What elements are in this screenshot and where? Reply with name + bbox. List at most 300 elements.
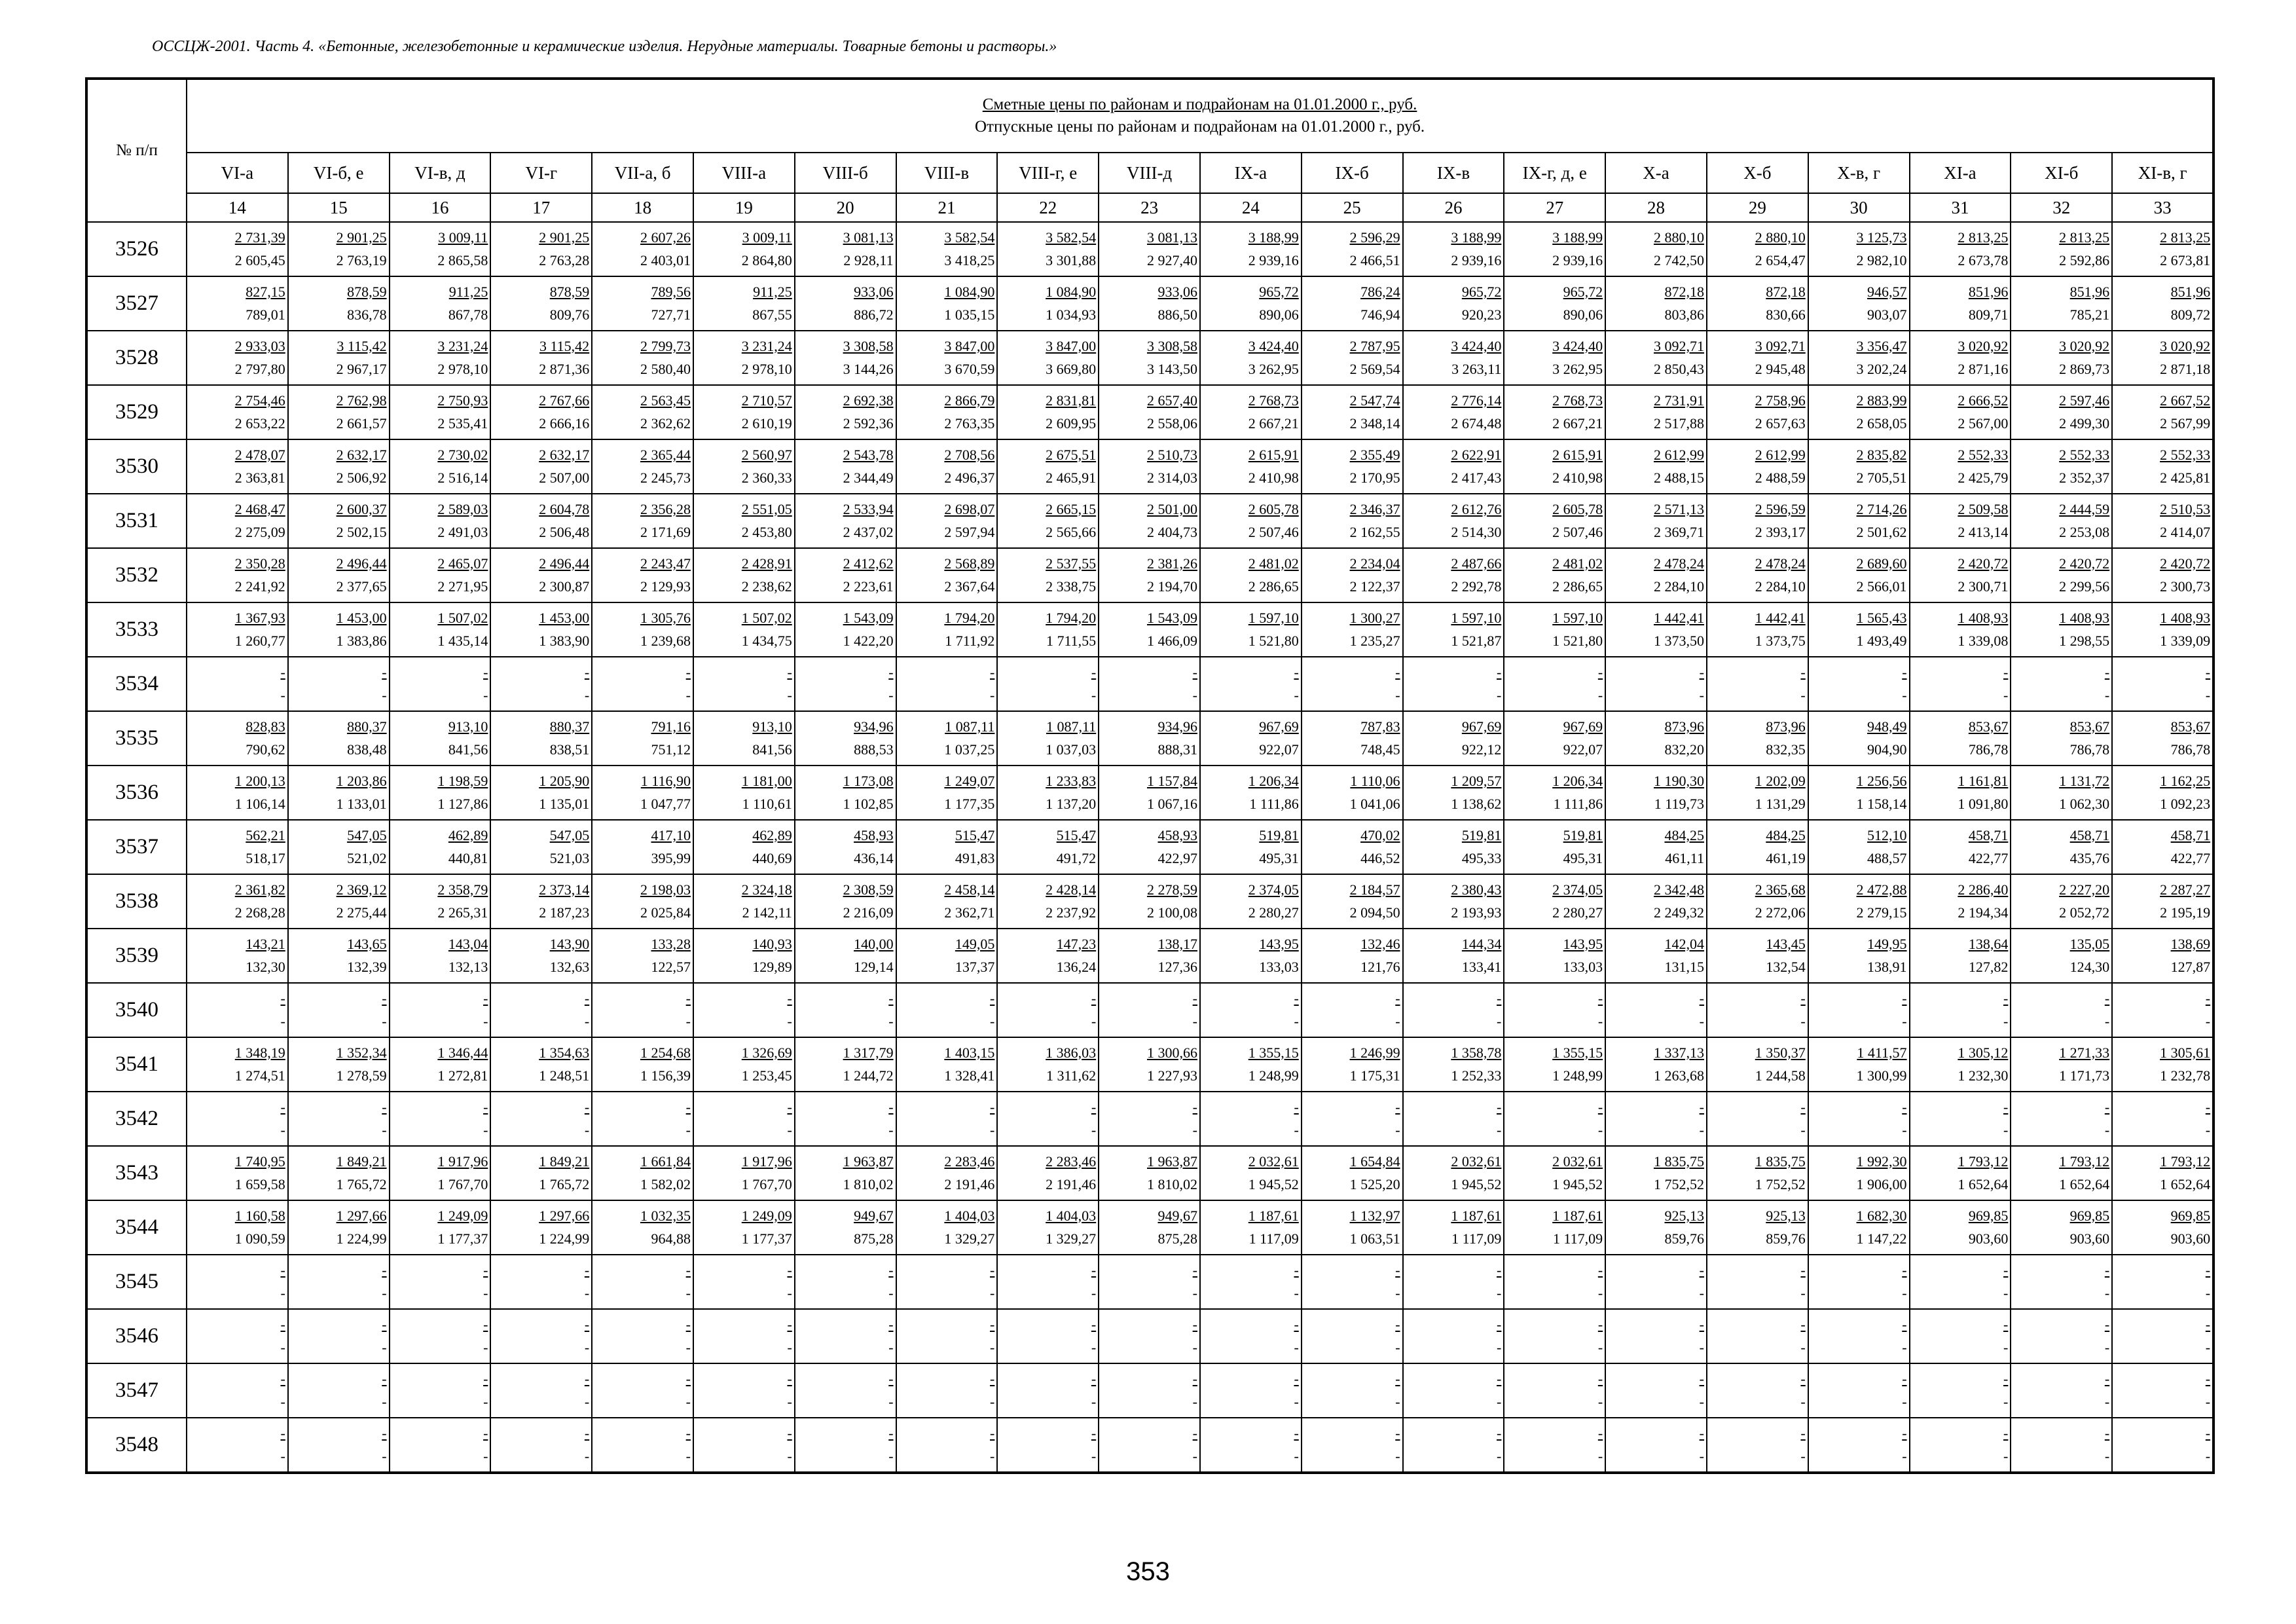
estimate-price: 1 305,76 xyxy=(640,609,691,626)
price-cell xyxy=(187,1255,288,1309)
estimate-price: 872,18 xyxy=(1766,283,1806,300)
price-cell xyxy=(1200,439,1302,494)
price-cell xyxy=(1808,222,1910,276)
release-price: 2 352,37 xyxy=(2059,470,2110,487)
estimate-price: 1 404,03 xyxy=(1046,1207,1097,1224)
release-price: - xyxy=(1902,1122,1907,1139)
release-price: 1 224,99 xyxy=(336,1230,387,1247)
estimate-price: 2 787,95 xyxy=(1349,337,1400,354)
estimate-price: 2 622,91 xyxy=(1451,446,1502,463)
estimate-price: - xyxy=(2205,1424,2211,1441)
price-cell xyxy=(1910,439,2011,494)
estimate-price: 2 420,72 xyxy=(1958,555,2009,572)
price-cell xyxy=(1605,874,1707,929)
price-cell xyxy=(2011,1037,2112,1092)
estimate-price: - xyxy=(1091,1261,1097,1278)
release-price: 2 194,70 xyxy=(1146,578,1197,595)
price-cell xyxy=(2112,1146,2214,1200)
release-price: 2 410,98 xyxy=(1248,470,1299,487)
estimate-price: 142,04 xyxy=(1664,935,1704,952)
table-row xyxy=(86,385,2214,439)
estimate-price: 965,72 xyxy=(1259,283,1299,300)
price-cell xyxy=(997,1309,1099,1363)
release-price: - xyxy=(2003,1448,2009,1465)
price-cell xyxy=(1910,766,2011,820)
estimate-price: 853,67 xyxy=(1968,718,2009,735)
estimate-price: 2 510,73 xyxy=(1146,446,1197,463)
estimate-price: 2 287,27 xyxy=(2160,881,2211,898)
price-cell xyxy=(390,1255,491,1309)
row-number: 3543 xyxy=(86,1146,187,1200)
price-cell xyxy=(187,1418,288,1473)
release-price: 2 286,65 xyxy=(1552,578,1603,595)
region-header: VI-б, е xyxy=(288,153,390,193)
estimate-price: 3 009,11 xyxy=(438,229,488,246)
release-price: 1 171,73 xyxy=(2059,1067,2110,1084)
release-price: 127,36 xyxy=(1157,959,1197,976)
estimate-price: - xyxy=(1800,1316,1806,1333)
estimate-price: - xyxy=(2205,663,2211,680)
estimate-price: 2 657,40 xyxy=(1146,392,1197,409)
release-price: 2 499,30 xyxy=(2059,415,2110,432)
release-price: 1 521,80 xyxy=(1552,633,1603,650)
estimate-price: 1 202,09 xyxy=(1755,772,1806,789)
price-cell xyxy=(1302,548,1403,602)
estimate-price: 925,13 xyxy=(1766,1207,1806,1224)
release-price: - xyxy=(2003,1393,2009,1411)
release-price: - xyxy=(1497,1339,1502,1356)
price-cell xyxy=(288,711,390,766)
release-price: - xyxy=(2205,1339,2211,1356)
price-cell xyxy=(2011,548,2112,602)
release-price: 1 263,68 xyxy=(1653,1067,1704,1084)
release-price: - xyxy=(280,1285,285,1302)
price-cell xyxy=(288,1146,390,1200)
estimate-price: 458,93 xyxy=(854,826,894,843)
price-cell xyxy=(795,548,896,602)
price-cell xyxy=(390,1309,491,1363)
release-price: 2 928,11 xyxy=(843,252,894,269)
price-cell xyxy=(187,983,288,1037)
release-price: 920,23 xyxy=(1461,306,1502,323)
estimate-price: - xyxy=(584,1316,590,1333)
estimate-price: - xyxy=(483,989,488,1006)
estimate-price: 2 420,72 xyxy=(2059,555,2110,572)
release-price: - xyxy=(280,1448,285,1465)
estimate-price: - xyxy=(1699,989,1704,1006)
estimate-price: - xyxy=(1800,1261,1806,1278)
release-price: 2 566,01 xyxy=(1856,578,1907,595)
price-cell xyxy=(795,766,896,820)
estimate-price: 1 543,09 xyxy=(843,609,894,626)
price-cell xyxy=(1200,820,1302,874)
column-number: 25 xyxy=(1302,193,1403,222)
estimate-price: - xyxy=(1192,1098,1197,1115)
release-price: 2 249,32 xyxy=(1653,904,1704,921)
price-cell xyxy=(390,1037,491,1092)
price-cell xyxy=(1099,1418,1200,1473)
estimate-price: 3 020,92 xyxy=(2059,337,2110,354)
price-cell xyxy=(490,1363,592,1418)
estimate-price: 1 992,30 xyxy=(1856,1153,1907,1170)
release-price: 2 667,21 xyxy=(1552,415,1603,432)
estimate-price: - xyxy=(1091,1098,1097,1115)
price-cell xyxy=(1099,548,1200,602)
release-price: - xyxy=(2003,1285,2009,1302)
price-cell xyxy=(490,1200,592,1255)
estimate-price: 2 615,91 xyxy=(1248,446,1299,463)
release-price: 1 035,15 xyxy=(944,306,995,323)
price-cell xyxy=(896,602,998,657)
estimate-price: - xyxy=(1192,1261,1197,1278)
estimate-price: - xyxy=(787,1316,792,1333)
estimate-price: 1 654,84 xyxy=(1349,1153,1400,1170)
estimate-price: 967,69 xyxy=(1461,718,1502,735)
release-price: 1 244,72 xyxy=(843,1067,894,1084)
row-number: 3534 xyxy=(86,657,187,711)
estimate-price: 1 256,56 xyxy=(1856,772,1907,789)
price-cell xyxy=(490,1255,592,1309)
release-price: - xyxy=(2205,1013,2211,1030)
release-price: 875,28 xyxy=(854,1230,894,1247)
table-row xyxy=(86,820,2214,874)
price-cell xyxy=(1808,1200,1910,1255)
release-price: 2 314,03 xyxy=(1146,470,1197,487)
release-price: 2 280,27 xyxy=(1248,904,1299,921)
estimate-price: - xyxy=(1699,1261,1704,1278)
estimate-price: 2 533,94 xyxy=(843,500,894,517)
price-cell xyxy=(2011,1146,2112,1200)
release-price: 1 906,00 xyxy=(1856,1176,1907,1193)
price-cell xyxy=(896,1309,998,1363)
release-price: 129,89 xyxy=(752,959,792,976)
estimate-price: 911,25 xyxy=(448,283,488,300)
release-price: - xyxy=(2104,1339,2110,1356)
release-price: 1 373,50 xyxy=(1653,633,1704,650)
release-price: - xyxy=(483,1448,488,1465)
estimate-price: - xyxy=(483,1370,488,1387)
release-price: 131,15 xyxy=(1664,959,1704,976)
price-cell xyxy=(1605,657,1707,711)
price-cell xyxy=(390,657,491,711)
estimate-price: 3 125,73 xyxy=(1856,229,1907,246)
price-cell xyxy=(1302,1146,1403,1200)
price-cell xyxy=(187,1200,288,1255)
estimate-price: 2 589,03 xyxy=(437,500,488,517)
price-table xyxy=(85,77,2215,1474)
release-price: - xyxy=(1395,1122,1400,1139)
price-cell xyxy=(1605,929,1707,983)
release-price: 964,88 xyxy=(651,1230,691,1247)
price-cell xyxy=(1504,983,1605,1037)
release-price: 2 507,46 xyxy=(1552,524,1603,541)
release-price: - xyxy=(1800,687,1806,704)
estimate-price: 2 768,73 xyxy=(1552,392,1603,409)
price-cell xyxy=(1808,1255,1910,1309)
release-price: - xyxy=(685,1013,691,1030)
release-price: 2 592,36 xyxy=(843,415,894,432)
release-price: 2 569,54 xyxy=(1349,361,1400,378)
estimate-price: 828,83 xyxy=(246,718,285,735)
price-cell xyxy=(1605,385,1707,439)
table-row xyxy=(86,1255,2214,1309)
estimate-price: 791,16 xyxy=(651,718,691,735)
estimate-price: 3 356,47 xyxy=(1856,337,1907,354)
release-price: 2 367,64 xyxy=(944,578,995,595)
estimate-price: 1 317,79 xyxy=(843,1044,894,1061)
release-price: 1 329,27 xyxy=(944,1230,995,1247)
price-cell xyxy=(490,1037,592,1092)
release-price: 1 339,09 xyxy=(2160,633,2211,650)
release-price: 1 652,64 xyxy=(2059,1176,2110,1193)
estimate-price: 547,05 xyxy=(347,826,387,843)
estimate-price: - xyxy=(2104,1370,2110,1387)
release-price: 1 232,30 xyxy=(1958,1067,2009,1084)
price-cell xyxy=(1605,820,1707,874)
estimate-price: 2 568,89 xyxy=(944,555,995,572)
release-price: 2 653,22 xyxy=(234,415,285,432)
release-price: - xyxy=(1699,1339,1704,1356)
release-price: - xyxy=(2003,687,2009,704)
price-cell xyxy=(490,1418,592,1473)
release-price: - xyxy=(1699,1285,1704,1302)
price-cell xyxy=(1099,983,1200,1037)
estimate-price: - xyxy=(1091,1424,1097,1441)
price-cell xyxy=(2112,276,2214,331)
estimate-price: 2 324,18 xyxy=(741,881,792,898)
estimate-price: - xyxy=(2104,989,2110,1006)
estimate-price: 2 420,72 xyxy=(2160,555,2211,572)
release-price: - xyxy=(1497,687,1502,704)
release-price: - xyxy=(2104,1285,2110,1302)
release-price: - xyxy=(2104,1122,2110,1139)
estimate-price: 2 552,33 xyxy=(1958,446,2009,463)
release-price: - xyxy=(1902,687,1907,704)
release-price: - xyxy=(1294,687,1299,704)
estimate-price: - xyxy=(1497,1098,1502,1115)
estimate-price: 873,96 xyxy=(1664,718,1704,735)
release-price: 2 871,18 xyxy=(2160,361,2211,378)
release-price: - xyxy=(1395,1339,1400,1356)
release-price: 2 162,55 xyxy=(1349,524,1400,541)
estimate-price: 2 308,59 xyxy=(843,881,894,898)
release-price: 2 191,46 xyxy=(944,1176,995,1193)
price-cell xyxy=(288,1092,390,1146)
release-price: 2 506,48 xyxy=(539,524,590,541)
price-cell xyxy=(1403,983,1504,1037)
estimate-price: 2 612,99 xyxy=(1755,446,1806,463)
release-price: 2 187,23 xyxy=(539,904,590,921)
estimate-price: 2 831,81 xyxy=(1046,392,1097,409)
price-cell xyxy=(896,874,998,929)
price-cell xyxy=(1910,1146,2011,1200)
column-number: 21 xyxy=(896,193,998,222)
release-price: - xyxy=(1597,1393,1603,1411)
release-price: 1 652,64 xyxy=(2160,1176,2211,1193)
price-cell xyxy=(997,1200,1099,1255)
price-cell xyxy=(1910,276,2011,331)
release-price: 2 501,62 xyxy=(1856,524,1907,541)
release-price: 1 434,75 xyxy=(741,633,792,650)
release-price: 1 311,62 xyxy=(1046,1067,1097,1084)
estimate-price: 2 496,44 xyxy=(336,555,387,572)
release-price: 2 272,06 xyxy=(1755,904,1806,921)
price-cell xyxy=(2011,711,2112,766)
estimate-price: 2 731,39 xyxy=(234,229,285,246)
price-cell xyxy=(997,1418,1099,1473)
estimate-price: 1 326,69 xyxy=(741,1044,792,1061)
table-row xyxy=(86,439,2214,494)
estimate-price: 515,47 xyxy=(1056,826,1097,843)
estimate-price: 2 356,28 xyxy=(640,500,691,517)
price-cell xyxy=(1707,657,1808,711)
price-cell xyxy=(1302,602,1403,657)
estimate-price: - xyxy=(2205,989,2211,1006)
price-cell xyxy=(795,820,896,874)
estimate-price: - xyxy=(1294,1370,1299,1387)
estimate-price: 2 428,14 xyxy=(1046,881,1097,898)
release-price: - xyxy=(2003,1013,2009,1030)
price-cell xyxy=(2011,1363,2112,1418)
region-header: VIII-в xyxy=(896,153,998,193)
release-price: 3 143,50 xyxy=(1146,361,1197,378)
estimate-price: 2 496,44 xyxy=(539,555,590,572)
estimate-price: 1 963,87 xyxy=(1146,1153,1197,1170)
estimate-price: - xyxy=(1395,989,1400,1006)
table-row xyxy=(86,276,2214,331)
table-title-row xyxy=(86,79,2214,153)
price-cell xyxy=(1504,657,1605,711)
estimate-price: - xyxy=(483,1261,488,1278)
price-cell xyxy=(896,766,998,820)
price-cell xyxy=(1099,1200,1200,1255)
estimate-price: 1 597,10 xyxy=(1451,609,1502,626)
estimate-price: 547,05 xyxy=(549,826,590,843)
estimate-price: 3 188,99 xyxy=(1451,229,1502,246)
estimate-price: 2 552,33 xyxy=(2059,446,2110,463)
price-cell xyxy=(187,439,288,494)
estimate-price: - xyxy=(990,1316,995,1333)
release-price: 2 871,16 xyxy=(1958,361,2009,378)
price-cell xyxy=(1504,548,1605,602)
release-price: 830,66 xyxy=(1766,306,1806,323)
estimate-price: 2 698,07 xyxy=(944,500,995,517)
release-price: 3 670,59 xyxy=(944,361,995,378)
price-cell xyxy=(2112,1363,2214,1418)
release-price: 836,78 xyxy=(347,306,387,323)
estimate-price: 1 203,86 xyxy=(336,772,387,789)
price-cell xyxy=(2112,929,2214,983)
estimate-price: 1 354,63 xyxy=(539,1044,590,1061)
price-cell xyxy=(997,602,1099,657)
release-price: 127,87 xyxy=(2170,959,2211,976)
price-cell xyxy=(288,548,390,602)
price-cell xyxy=(2112,439,2214,494)
row-number: 3542 xyxy=(86,1092,187,1146)
release-price: 2 567,99 xyxy=(2160,415,2211,432)
price-cell xyxy=(1808,983,1910,1037)
price-cell xyxy=(795,602,896,657)
estimate-price: 1 507,02 xyxy=(741,609,792,626)
release-price: - xyxy=(1192,1285,1197,1302)
estimate-price: - xyxy=(1699,1316,1704,1333)
price-cell xyxy=(1808,1363,1910,1418)
estimate-price: - xyxy=(1800,1370,1806,1387)
estimate-price: - xyxy=(2104,663,2110,680)
price-cell xyxy=(1504,385,1605,439)
release-price: 132,39 xyxy=(347,959,387,976)
price-cell xyxy=(2112,1092,2214,1146)
price-cell xyxy=(693,1037,795,1092)
price-cell xyxy=(2112,1255,2214,1309)
price-cell xyxy=(1707,1146,1808,1200)
estimate-price: 2 342,48 xyxy=(1653,881,1704,898)
release-price: 2 052,72 xyxy=(2059,904,2110,921)
row-number: 3528 xyxy=(86,331,187,385)
price-cell xyxy=(795,222,896,276)
release-price: 2 871,36 xyxy=(539,361,590,378)
price-cell xyxy=(1099,385,1200,439)
estimate-price: 1 233,83 xyxy=(1046,772,1097,789)
release-price: 2 927,40 xyxy=(1146,252,1197,269)
estimate-price: - xyxy=(888,1098,894,1115)
price-cell xyxy=(1200,1418,1302,1473)
price-cell xyxy=(1605,1092,1707,1146)
release-price: 841,56 xyxy=(448,741,488,758)
region-header: XI-в, г xyxy=(2112,153,2214,193)
release-price: 132,54 xyxy=(1766,959,1806,976)
region-header: VII-а, б xyxy=(592,153,693,193)
price-cell xyxy=(592,1363,693,1418)
estimate-price: - xyxy=(1192,1424,1197,1441)
row-number: 3535 xyxy=(86,711,187,766)
price-cell xyxy=(592,711,693,766)
release-price: 495,31 xyxy=(1563,850,1603,867)
price-cell xyxy=(1302,1363,1403,1418)
release-price: 2 978,10 xyxy=(741,361,792,378)
release-price: 2 661,57 xyxy=(336,415,387,432)
estimate-price: - xyxy=(584,1098,590,1115)
price-cell xyxy=(1910,1363,2011,1418)
price-cell xyxy=(592,1092,693,1146)
price-cell xyxy=(490,983,592,1037)
release-price: 2 171,69 xyxy=(640,524,691,541)
estimate-price: 853,67 xyxy=(2069,718,2110,735)
release-price: 1 329,27 xyxy=(1046,1230,1097,1247)
estimate-price: - xyxy=(1902,989,1907,1006)
price-cell xyxy=(896,276,998,331)
price-cell xyxy=(592,602,693,657)
release-price: 1 239,68 xyxy=(640,633,691,650)
price-cell xyxy=(1099,1146,1200,1200)
release-price: 2 300,87 xyxy=(539,578,590,595)
release-price: 2 241,92 xyxy=(234,578,285,595)
region-header: VIII-б xyxy=(795,153,896,193)
estimate-price: 2 509,58 xyxy=(1958,500,2009,517)
price-cell xyxy=(1200,1146,1302,1200)
estimate-price: - xyxy=(1497,989,1502,1006)
release-price: 890,06 xyxy=(1259,306,1299,323)
estimate-price: 143,04 xyxy=(448,935,488,952)
release-price: 1 252,33 xyxy=(1451,1067,1502,1084)
release-price: 809,76 xyxy=(549,306,590,323)
release-price: 1 063,51 xyxy=(1349,1230,1400,1247)
price-cell xyxy=(187,548,288,602)
estimate-price: 1 408,93 xyxy=(1958,609,2009,626)
price-cell xyxy=(2112,874,2214,929)
release-price: - xyxy=(1902,1013,1907,1030)
price-cell xyxy=(1707,602,1808,657)
